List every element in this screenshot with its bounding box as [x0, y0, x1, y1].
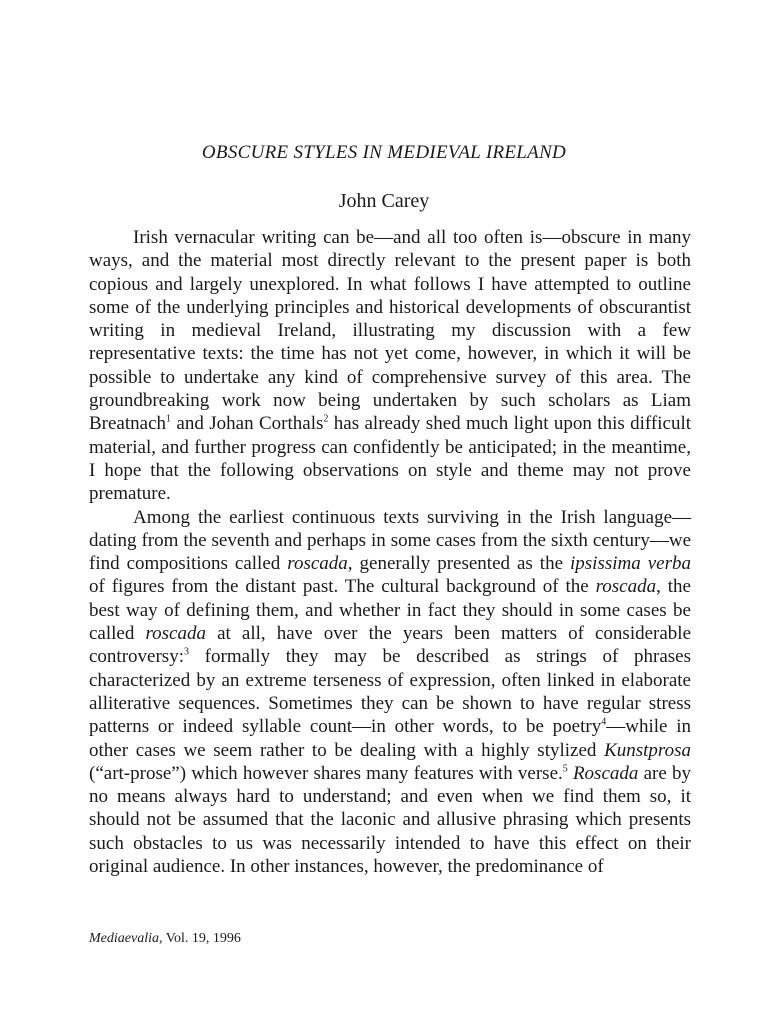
footnote-ref-5[interactable]: 5 [562, 763, 568, 775]
italic-term: roscada [287, 553, 348, 575]
text-run: and Johan Corthals [171, 413, 324, 435]
text-run: formally they may be described as strings of phrases characterized by an extreme terseness of expression, often linked in elaborate alliterative sequences. Sometimes they can be shown to have regular stress patterns or indeed syllable count—in other words, to be poetry [89, 646, 691, 738]
text-run: at all, have over the years been matters of considerable controversy: [89, 623, 692, 668]
text-run: Irish vernacular writing can be—and all too often is—obscure in many ways, and the material most directly relevant to the present paper is both copious and largely unexplored. In what follows I have attempted to outline some of the underlying principles and historical developments of obscurantist writing in medieval Ireland, illustrating my discussion with a few representative texts: the time has not yet come, however, in which it will be possible to undertake any kind of comprehensive survey of this area. The groundbreaking work now being undertaken by such scholars as Liam Breatnach [89, 227, 691, 435]
footnote-ref-2[interactable]: 2 [323, 414, 329, 426]
italic-term: Kunstprosa [604, 739, 691, 761]
volume-year: , Vol. 19, 1996 [158, 931, 241, 946]
text-run: , generally presented as the [347, 553, 570, 575]
author-name: John Carey [338, 190, 430, 212]
text-run: (“art-prose”) which however shares many features with verse. [89, 762, 563, 784]
journal-citation [89, 931, 241, 947]
italic-term: roscada [595, 576, 657, 598]
article-body [89, 226, 691, 878]
italic-term: Roscada [572, 762, 639, 784]
paragraph-1 [89, 226, 691, 506]
text-run: has already shed much light upon this difficult material, and further progress can confidently be anticipated; in the meantime, I hope that the following observations on style and theme may not prove premature. [89, 413, 691, 505]
footnote-ref-3[interactable]: 3 [183, 647, 189, 659]
journal-name: Mediaevalia [89, 931, 159, 946]
italic-term: ipsissima verba [570, 553, 691, 575]
text-run: , the best way of defining them, and whether in fact they should in some cases be called [89, 576, 691, 645]
italic-term: roscada [145, 623, 206, 645]
footnote-ref-1[interactable]: 1 [166, 414, 172, 426]
footnote-ref-4[interactable]: 4 [601, 716, 607, 728]
text-run: —while in other cases we seem rather to be dealing with a highly stylized [89, 716, 691, 761]
paragraph-2 [89, 506, 691, 879]
text-run: of figures from the distant past. The cultural background of the [89, 576, 596, 598]
article-title: OBSCURE STYLES IN MEDIEVAL IRELAND [201, 142, 567, 163]
text-run: are by no means always hard to understand; and even when we find them so, it should not be assumed that the laconic and allusive phrasing which presents such obstacles to us was necessarily intended to have this effect on their original audience. In other instances, however, the predominance of [89, 762, 691, 878]
text-run: Among the earliest continuous texts surviving in the Irish language—dating from the seventh and perhaps in some cases from the sixth century—we find compositions called [89, 506, 691, 575]
